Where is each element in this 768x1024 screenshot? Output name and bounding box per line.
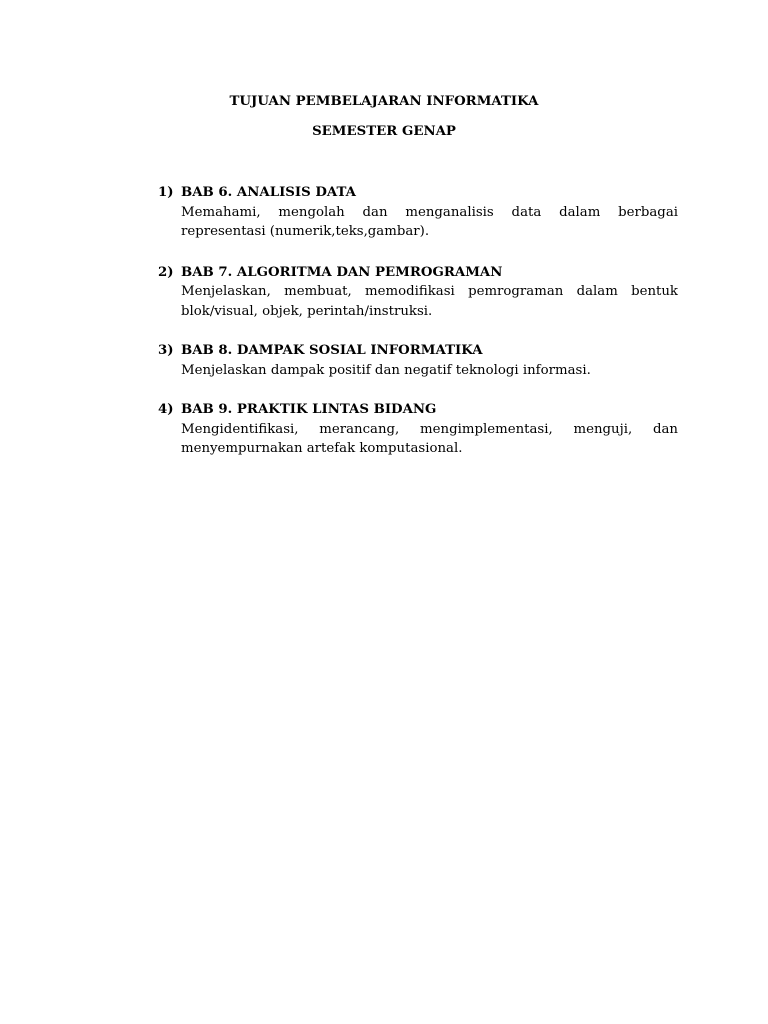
item-description: Mengidentifikasi, merancang, mengimplementasi, menguji, dan menyempurnakan artefak komputasional. bbox=[181, 421, 678, 456]
item-number: 2) bbox=[158, 264, 174, 280]
item-number: 4) bbox=[158, 402, 174, 417]
item-heading: BAB 8. DAMPAK SOSIAL INFORMATIKA bbox=[181, 343, 483, 358]
list-item bbox=[158, 263, 678, 322]
document-subtitle: SEMESTER GENAP bbox=[312, 124, 456, 139]
item-heading: BAB 9. PRAKTIK LINTAS BIDANG bbox=[181, 402, 437, 417]
item-number: 1) bbox=[158, 185, 174, 200]
item-description: Menjelaskan, membuat, memodifikasi pemrograman dalam bentuk blok/visual, objek, perintah/instruksi. bbox=[181, 284, 678, 319]
list-item bbox=[158, 400, 678, 459]
document-title: TUJUAN PEMBELAJARAN INFORMATIKA bbox=[229, 94, 539, 109]
learning-objectives-list bbox=[158, 183, 678, 480]
item-heading: BAB 6. ANALISIS DATA bbox=[181, 185, 356, 200]
item-number: 3) bbox=[158, 343, 174, 358]
list-item bbox=[158, 341, 678, 380]
list-item bbox=[158, 183, 678, 242]
item-description: Memahami, mengolah dan menganalisis data dalam berbagai representasi (numerik,teks,gambar). bbox=[181, 204, 678, 239]
item-heading: BAB 7. ALGORITMA DAN PEMROGRAMAN bbox=[181, 264, 503, 280]
item-description: Menjelaskan dampak positif dan negatif teknologi informasi. bbox=[181, 362, 591, 378]
